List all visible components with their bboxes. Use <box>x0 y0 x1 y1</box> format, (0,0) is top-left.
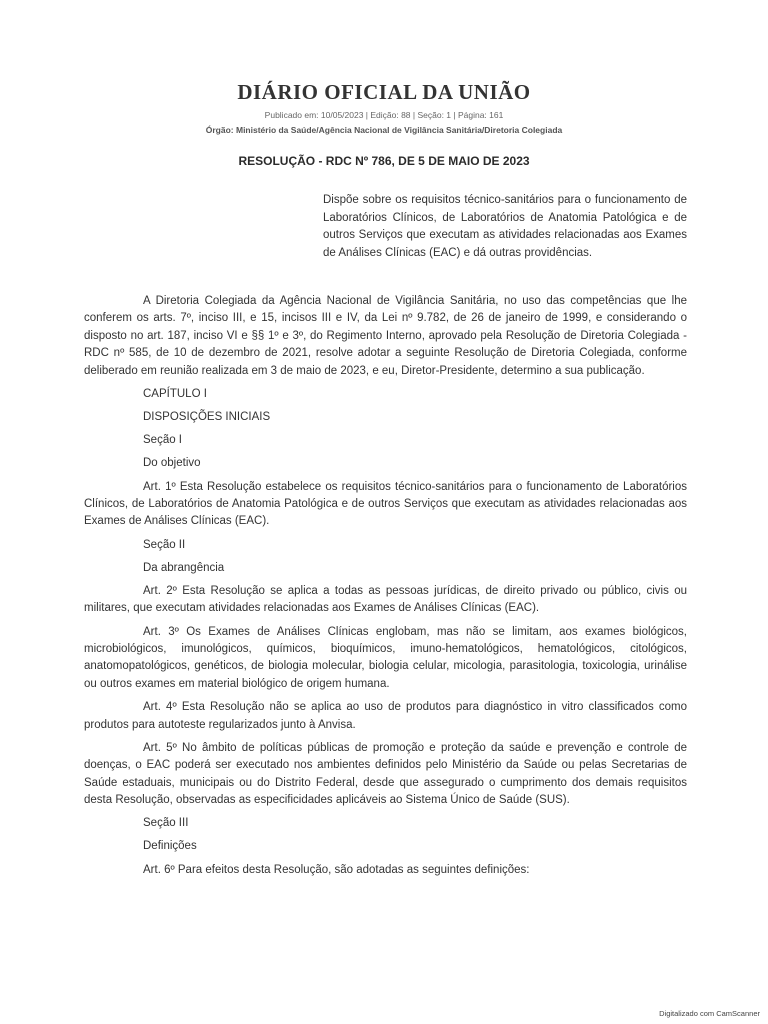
preamble-paragraph: A Diretoria Colegiada da Agência Nacional de Vigilância Sanitária, no uso das competências que lhe conferem os arts. 7º, inciso III, e 15, incisos III e IV, da Lei nº 9.782, de 26 de janeiro de 1999, e considerando o disposto no art. 187, inciso VI e §§ 1º e 3º, do Regimento Interno, aprovado pela Resolução de Diretoria Colegiada - RDC nº 585, de 10 de dezembro de 2021, resolve adotar a seguinte Resolução de Diretoria Colegiada, conforme deliberado em reunião realizada em 3 de maio de 2023, e eu, Diretor-Presidente, determino a sua publicação. <box>84 295 687 377</box>
article-paragraph: Art. 2º Esta Resolução se aplica a todas as pessoas jurídicas, de direito privado ou público, civis ou militares, que executam atividades relacionadas aos Exames de Análises Clínicas (EAC). <box>84 585 687 615</box>
masthead: DIÁRIO OFICIAL DA UNIÃO <box>237 80 531 104</box>
organ-line: Órgão: Ministério da Saúde/Agência Nacional de Vigilância Sanitária/Diretoria Colegiada <box>205 125 563 135</box>
section-heading: Seção II <box>143 538 186 551</box>
publication-line: Publicado em: 10/05/2023 | Edição: 88 | Seção: 1 | Página: 161 <box>264 110 504 120</box>
scanner-watermark: Digitalizado com CamScanner <box>659 1009 760 1018</box>
section-heading: Seção I <box>143 434 182 447</box>
article-paragraph: Art. 6º Para efeitos desta Resolução, são adotadas as seguintes definições: <box>143 863 530 876</box>
ementa: Dispõe sobre os requisitos técnico-sanitários para o funcionamento de Laboratórios Clínicos, de Laboratórios de Anatomia Patológica e de outros Serviços que executam as atividades relacionadas aos Exames de Análises Clínicas (EAC) e dá outras providências. <box>323 194 687 259</box>
section-title: Do objetivo <box>143 457 201 470</box>
article-paragraph: Art. 3º Os Exames de Análises Clínicas englobam, mas não se limitam, aos exames biológicos, microbiológicos, imunológicos, químicos, bioquímicos, imuno-hematológicos, hematológicos, citológicos, anatomopatológicos, genéticos, de biologia molecular, biologia celular, micologia, parasitologia, toxicologia, urinálise ou outros exames em material biológico de origem humana. <box>84 625 687 690</box>
article-paragraph: Art. 1º Esta Resolução estabelece os requisitos técnico-sanitários para o funcionamento de Laboratórios Clínicos, de Laboratórios de Anatomia Patológica e de outros Serviços que executam as atividades relacionadas aos Exames de Análises Clínicas (EAC). <box>84 480 687 528</box>
article-paragraph: Art. 5º No âmbito de políticas públicas de promoção e proteção da saúde e prevenção e controle de doenças, o EAC poderá ser executado nos ambientes definidos pelo Ministério da Saúde ou pelas Secretarias de Saúde estaduais, municipais ou do Distrito Federal, desde que assegurado o cumprimento dos demais requisitos desta Resolução, observadas as especificidades aplicáveis ao Sistema Único de Saúde (SUS). <box>84 741 687 806</box>
resolution-body <box>84 293 687 885</box>
section-title: Definições <box>143 840 197 853</box>
section-heading: Seção III <box>143 817 189 830</box>
chapter-title: DISPOSIÇÕES INICIAIS <box>143 411 271 424</box>
resolution-title: RESOLUÇÃO - RDC Nº 786, DE 5 DE MAIO DE 2023 <box>238 154 530 168</box>
chapter-heading: CAPÍTULO I <box>143 387 207 400</box>
article-paragraph: Art. 4º Esta Resolução não se aplica ao uso de produtos para diagnóstico in vitro classificados como produtos para autoteste regularizados junto à Anvisa. <box>84 701 687 731</box>
section-title: Da abrangência <box>143 561 225 574</box>
